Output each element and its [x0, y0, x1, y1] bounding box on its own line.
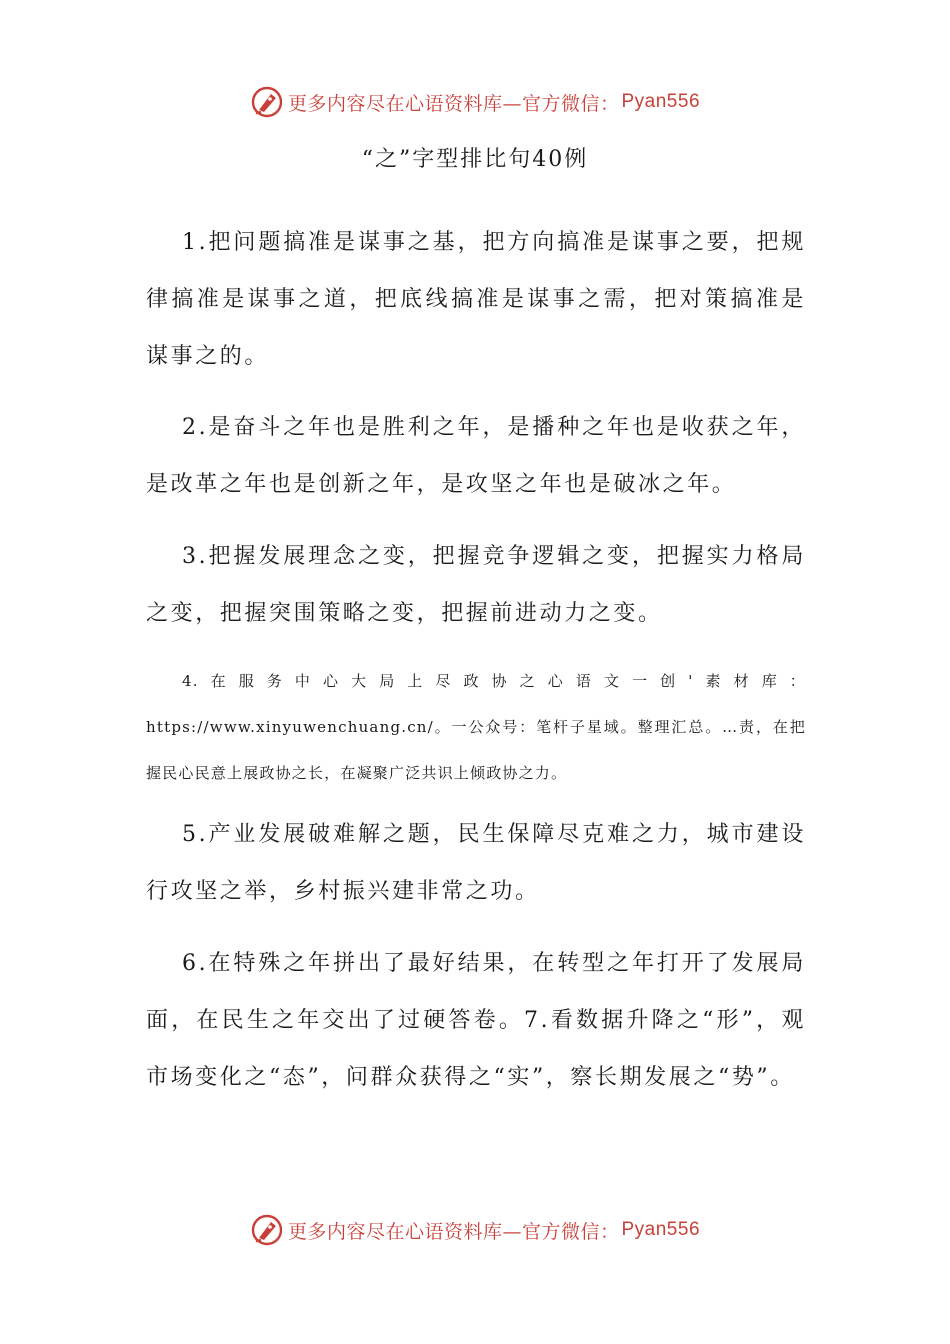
paragraph-5: 5.产业发展破难解之题，民生保障尽克难之力，城市建设行攻坚之举，乡村振兴建非常之功。	[146, 822, 806, 904]
paragraph-3: 3.把握发展理念之变，把握竞争逻辑之变，把握实力格局之变，把握突围策略之变，把握前进动力之变。	[146, 544, 806, 626]
footer-banner	[0, 1210, 950, 1250]
paragraph-4: 4.在服务中心大局上尽政协之心语文一创'素材库：https://www.xinyuwenchuang.cn/。一公众号：笔杆子星域。整理汇总。…责，在把握民心民意上展政协之长，在凝聚广泛共识上倾政协之力。	[146, 672, 806, 782]
document-title: “之”字型排比句40例	[361, 147, 589, 172]
banner-text: 更多内容尽在心语资料库—官方微信：	[287, 92, 620, 115]
paragraph-2: 2.是奋斗之年也是胜利之年，是播种之年也是收获之年，是改革之年也是创新之年，是攻坚之年也是破冰之年。	[146, 415, 806, 497]
pen-nib-circle-icon	[250, 85, 284, 119]
banner-wechat-id: Pyan556	[621, 91, 701, 112]
paragraph-1: 1.把问题搞准是谋事之基，把方向搞准是谋事之要，把规律搞准是谋事之道，把底线搞准是谋事之需，把对策搞准是谋事之的。	[146, 230, 806, 369]
pen-nib-circle-icon	[250, 1213, 284, 1247]
banner-text: 更多内容尽在心语资料库—官方微信：	[287, 1220, 620, 1243]
banner-wechat-id: Pyan556	[621, 1219, 701, 1240]
header-banner	[0, 82, 950, 122]
paragraph-6: 6.在特殊之年拼出了最好结果，在转型之年打开了发展局面，在民生之年交出了过硬答卷。7.看数据升降之“形”，观市场变化之“态”，问群众获得之“实”，察长期发展之“势”。	[146, 951, 806, 1090]
